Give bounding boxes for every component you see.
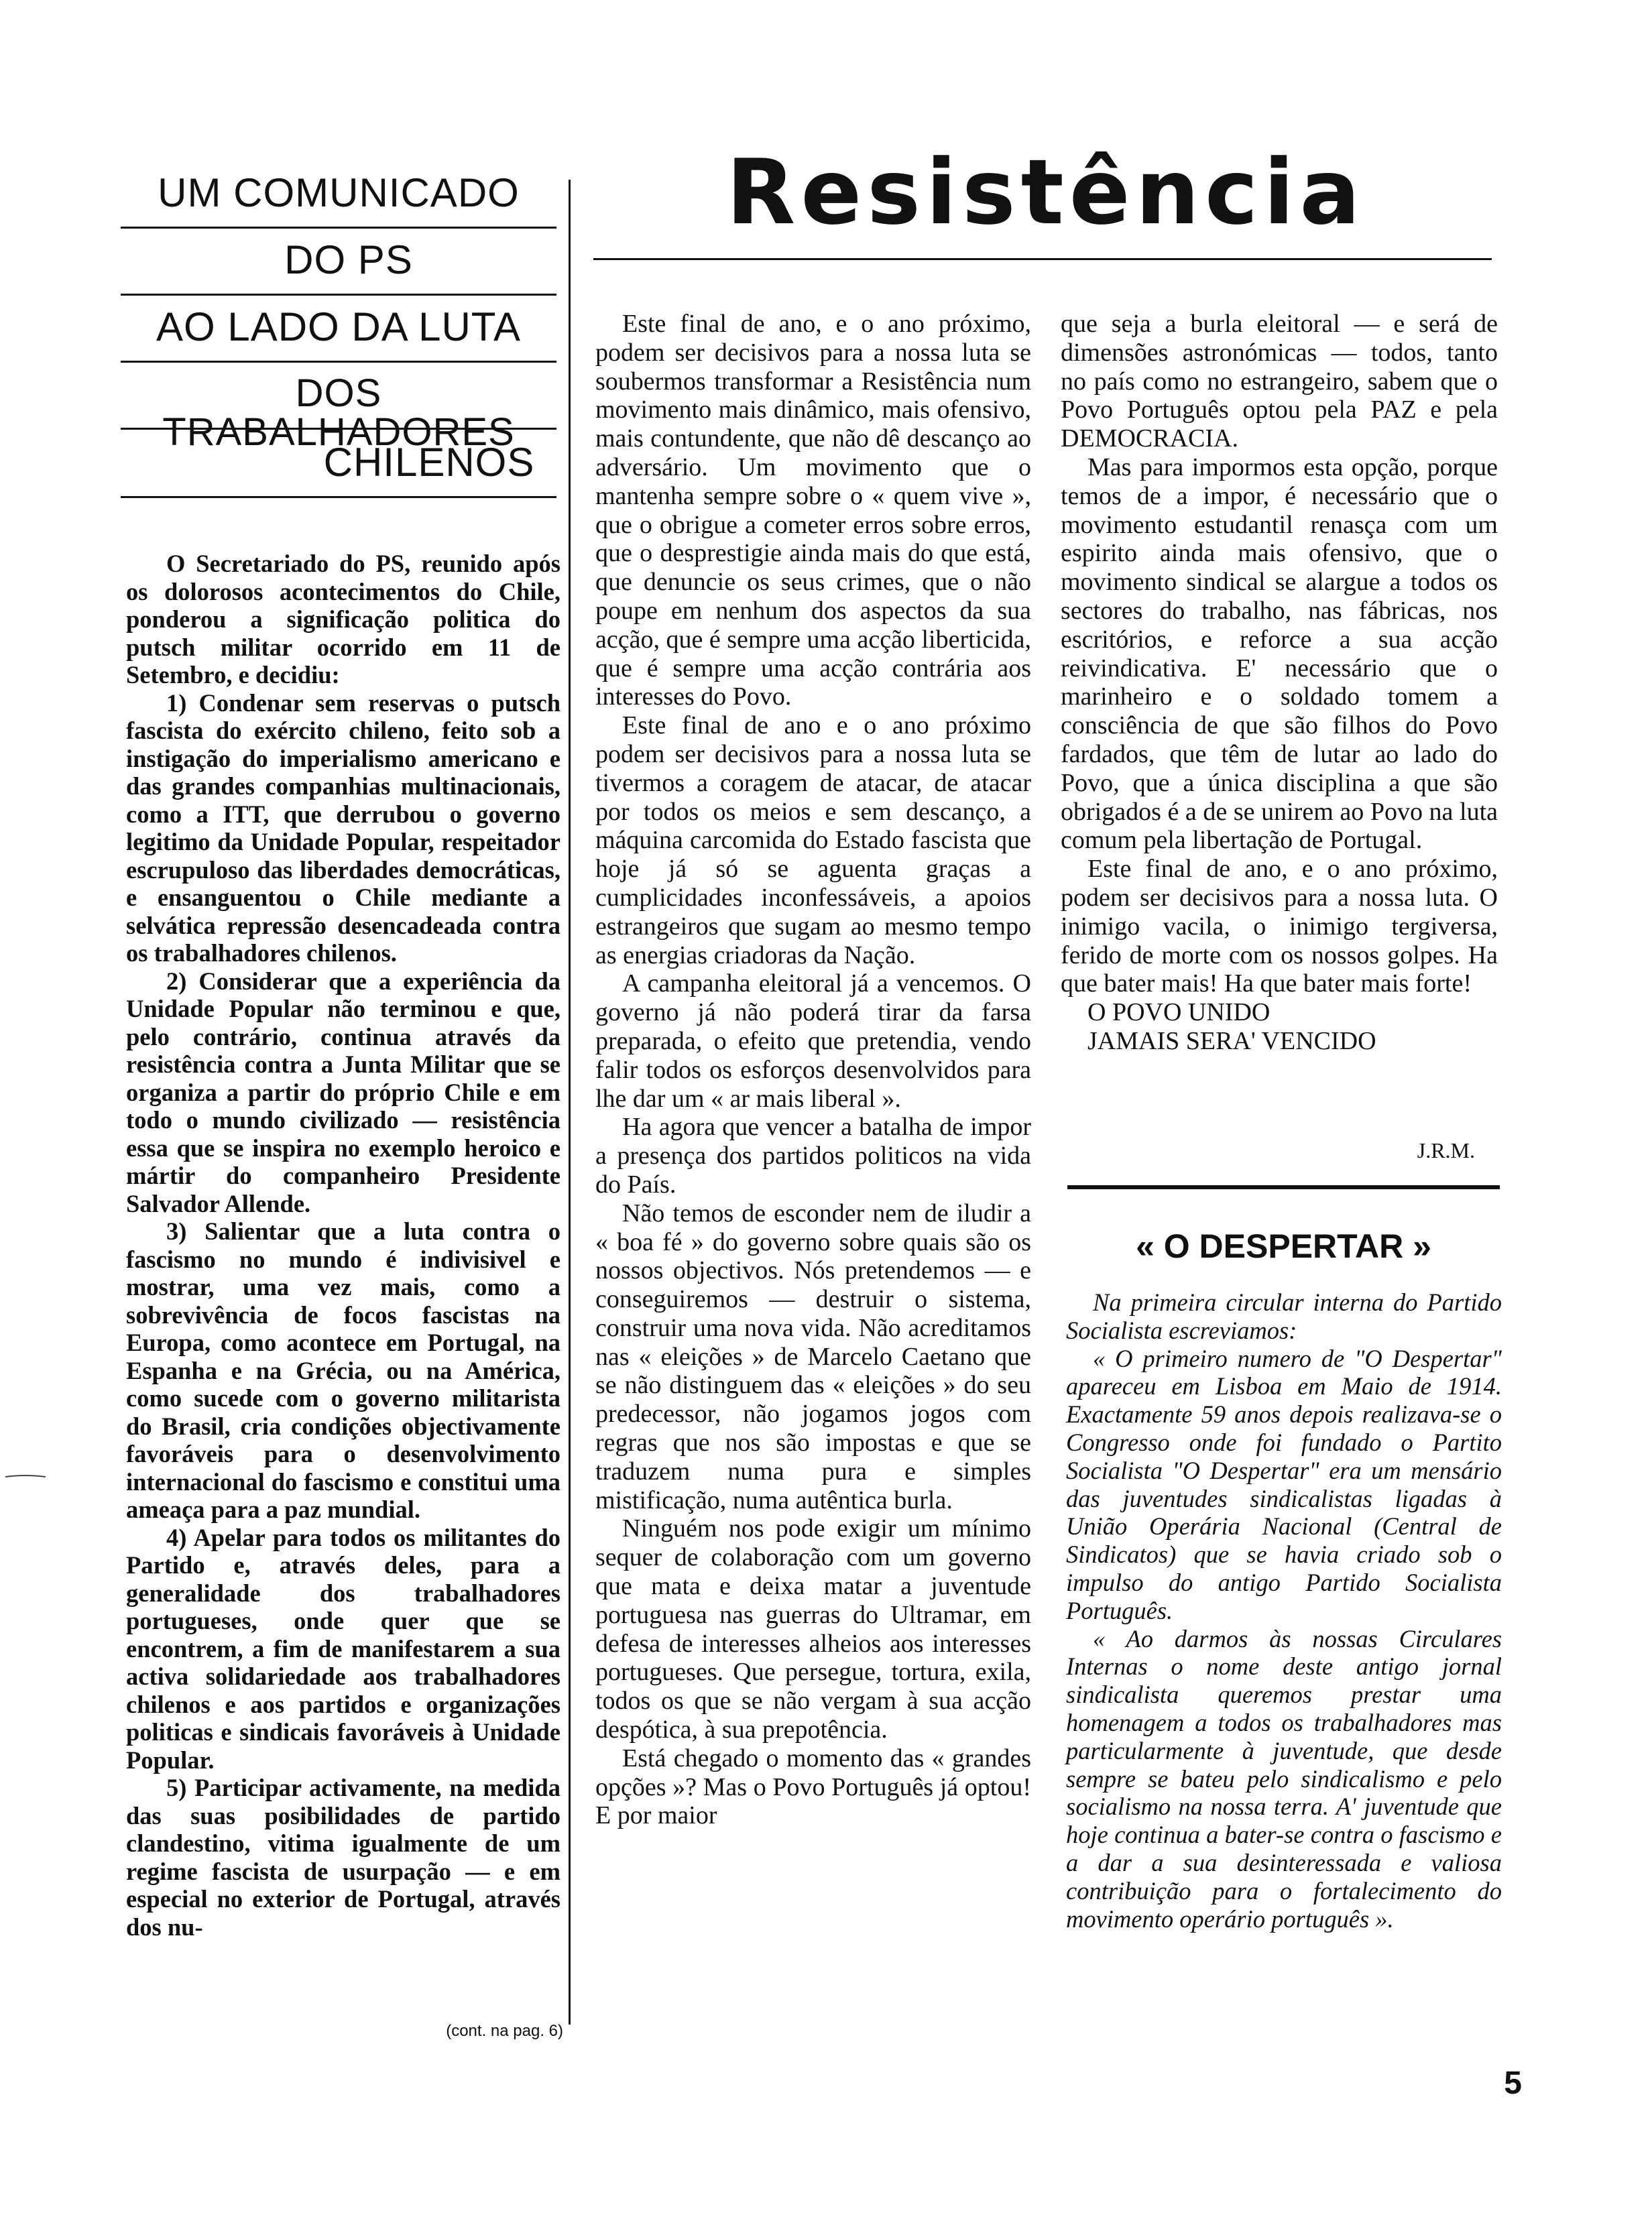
paragraph: Ninguém nos pode exigir um mínimo sequer de colaboração com um governo que mata e deixa matar a juventude portuguesa nas guerras do Ultramar, em defesa de interesses alheios aos interesses portugueses. Que persegue, tortura, exila, todos os que se não vergam à sua acção despótica, à sua prepotência.: [595, 1514, 1031, 1744]
paragraph: 3) Salientar que a luta contra o fascismo no mundo é indivisivel e mostrar, uma vez mais, como a sobrevivência de focos fascistas na Europa, como acontece em Portugal, na Espanha e na Grécia, ou na América, como sucede com o governo militarista do Brasil, cria condições objectivamente favoráveis para o desenvolvimento internacional do fascismo e constitui uma ameaça para a paz mundial.: [126, 1217, 560, 1523]
paragraph: A campanha eleitoral já a vencemos. O governo já não poderá tirar da farsa preparada, o efeito que pretendia, vendo falir todos os esforços desenvolvidos para lhe dar um « ar mais liberal ».: [595, 969, 1031, 1113]
despertar-text: [1066, 1288, 1502, 1933]
paragraph: que seja a burla eleitoral — e será de dimensões astronómicas — todos, tanto no país como no estrangeiro, sabem que o Povo Português optou pela PAZ e pela DEMOCRACIA.: [1061, 310, 1498, 453]
paragraph: 4) Apelar para todos os militantes do Partido e, através deles, para a generalidade dos trabalhadores portugueses, onde quer que se encontrem, a fim de manifestarem a sua activa solidariedade aos trabalhadores chilenos e aos partidos e organizações politicas e sindicais favoráveis à Unidade Popular.: [126, 1523, 560, 1774]
headline-rule: [121, 428, 556, 430]
paragraph: Mas para impormos esta opção, porque temos de a impor, é necessário que o movimento estudantil renasça com um espirito ainda mais ofensivo, que o movimento sindical se alargue a todos os sectores do trabalho, nas fábricas, nos escritórios, e reforce a sua acção reivindicativa. E' necessário que o marinheiro e o soldado tomem a consciência de que são filhos do Povo fardados, que têm de lutar ao lado do Povo, que a única disciplina a que são obrigados é a de se unirem ao Povo na luta comum pela libertação de Portugal.: [1061, 453, 1498, 855]
article-column-2: [1061, 310, 1498, 1056]
paragraph: Ha agora que vencer a batalha de impor a presença dos partidos politicos na vida do País.: [595, 1113, 1031, 1199]
section-rule: [1067, 1185, 1500, 1189]
paragraph: Está chegado o momento das « grandes opções »? Mas o Povo Português já optou! E por maior: [595, 1744, 1031, 1830]
author-initials: J.R.M.: [1417, 1138, 1475, 1162]
slogan-line: JAMAIS SERA' VENCIDO: [1087, 1026, 1376, 1055]
headline-line-3: AO LADO DA LUTA: [156, 304, 522, 349]
paragraph: 2) Considerar que a experiência da Unidade Popular não terminou e que, pelo contrário, continua através da resistência contra a Junta Militar que se organiza a partir do próprio Chile e em todo o mundo civilizado — resistência essa que se inspira no exemplo heroico e mártir do companheiro Presidente Salvador Allende.: [126, 967, 560, 1217]
article-column-1: [595, 310, 1031, 1830]
headline-rule: [121, 361, 556, 363]
headline-line-4: DOS TRABALHADORES: [162, 371, 515, 454]
paragraph: « Ao darmos às nossas Circulares Internas o nome deste antigo jornal sindicalista queremos prestar uma homenagem a todos os trabalhadores mas particularmente à juventude, que desde sempre se bateu pelo sindicalismo e pelo socialismo na nossa terra. A' juventude que hoje continua a bater-se contra o fascismo e a dar a sua desinteressada e valiosa contribuição para o fortalecimento do movimento operário português ».: [1066, 1624, 1502, 1933]
section-title: « O DESPERTAR »: [1136, 1227, 1431, 1265]
paragraph: O Secretariado do PS, reunido após os dolorosos acontecimentos do Chile, ponderou a significação politica do putsch militar ocorrido em 11 de Setembro, e decidiu:: [126, 550, 560, 688]
slogan-line: O POVO UNIDO: [1087, 998, 1271, 1027]
margin-mark: [5, 1475, 46, 1478]
headline-line-1: UM COMUNICADO: [158, 170, 520, 215]
headline-line-2: DO PS: [284, 237, 413, 282]
paragraph: 5) Participar activamente, na medida das suas posibilidades de partido clandestino, vitima igualmente de um regime fascista de usurpação — e em especial no exterior de Portugal, através dos nu-: [126, 1774, 560, 1941]
column-divider: [569, 180, 571, 2025]
paragraph: Este final de ano, e o ano próximo, podem ser decisivos para a nossa luta se soubermos transformar a Resistência num movimento mais dinâmico, mais ofensivo, mais contundente, que não dê descanço ao adversário. Um movimento que o mantenha sempre sobre o « quem vive », que o obrigue a cometer erros sobre erros, que o desprestigie ainda mais do que está, que denuncie os seus crimes, que o não poupe em nenhum dos aspectos da sua acção, que é sempre uma acção liberticida, que é sempre uma acção contrária aos interesses do Povo.: [595, 310, 1031, 711]
headline-block: [121, 168, 556, 503]
continued-note: (cont. na pag. 6): [446, 2022, 563, 2040]
headline-line-5: CHILENOS: [323, 440, 535, 485]
communique-text: [126, 550, 560, 1941]
headline-rule: [121, 294, 556, 296]
paragraph: Este final de ano e o ano próximo podem ser decisivos para a nossa luta se tivermos a coragem de atacar, de atacar por todos os meios e sem descanço, a máquina carcomida do Estado fascista que hoje já só se aguenta graças a cumplicidades inconfessáveis, a apoios estrangeiros que sugam ao mesmo tempo as energias criadoras da Nação.: [595, 711, 1031, 969]
headline-rule: [121, 227, 556, 229]
paragraph: « O primeiro numero de "O Despertar" apareceu em Lisboa em Maio de 1914. Exactamente 59 anos depois realizava-se o Congresso onde foi fundado o Partito Socialista "O Despertar" era um mensário das juventudes sindicalistas ligadas à União Operária Nacional (Central de Sindicatos) que se havia criado sob o impulso do antigo Partido Socialista Português.: [1066, 1344, 1502, 1624]
headline-rule: [121, 496, 556, 498]
page-number: 5: [1504, 2065, 1522, 2101]
article-title: Resistência: [726, 140, 1366, 245]
paragraph: 1) Condenar sem reservas o putsch fascista do exército chileno, feito sob a instigação do imperialismo americano e das grandes companhias multinacionais, como a ITT, que derrubou o governo legitimo da Unidade Popular, respeitador escrupuloso das liberdades democráticas, e ensanguentou o Chile mediante a selvática repressão desencadeada contra os trabalhadores chilenos.: [126, 688, 560, 967]
paragraph: Este final de ano, e o ano próximo, podem ser decisivos para a nossa luta. O inimigo vacila, o inimigo tergiversa, ferido de morte com os nossos golpes. Ha que bater mais! Ha que bater mais forte!: [1061, 855, 1498, 998]
paragraph: Na primeira circular interna do Partido Socialista escreviamos:: [1066, 1288, 1502, 1344]
title-rule: [593, 258, 1492, 260]
paragraph: Não temos de esconder nem de iludir a « boa fé » do governo sobre quais são os nossos objectivos. Nós pretendemos — e conseguiremos — destruir o sistema, construir uma nova vida. Não acreditamos nas « eleições » de Marcelo Caetano que se não distinguem das « eleições » do seu predecessor, não jogamos jogos com regras que nos são impostas e que se traduzem numa pura e simples mistificação, numa autêntica burla.: [595, 1199, 1031, 1514]
